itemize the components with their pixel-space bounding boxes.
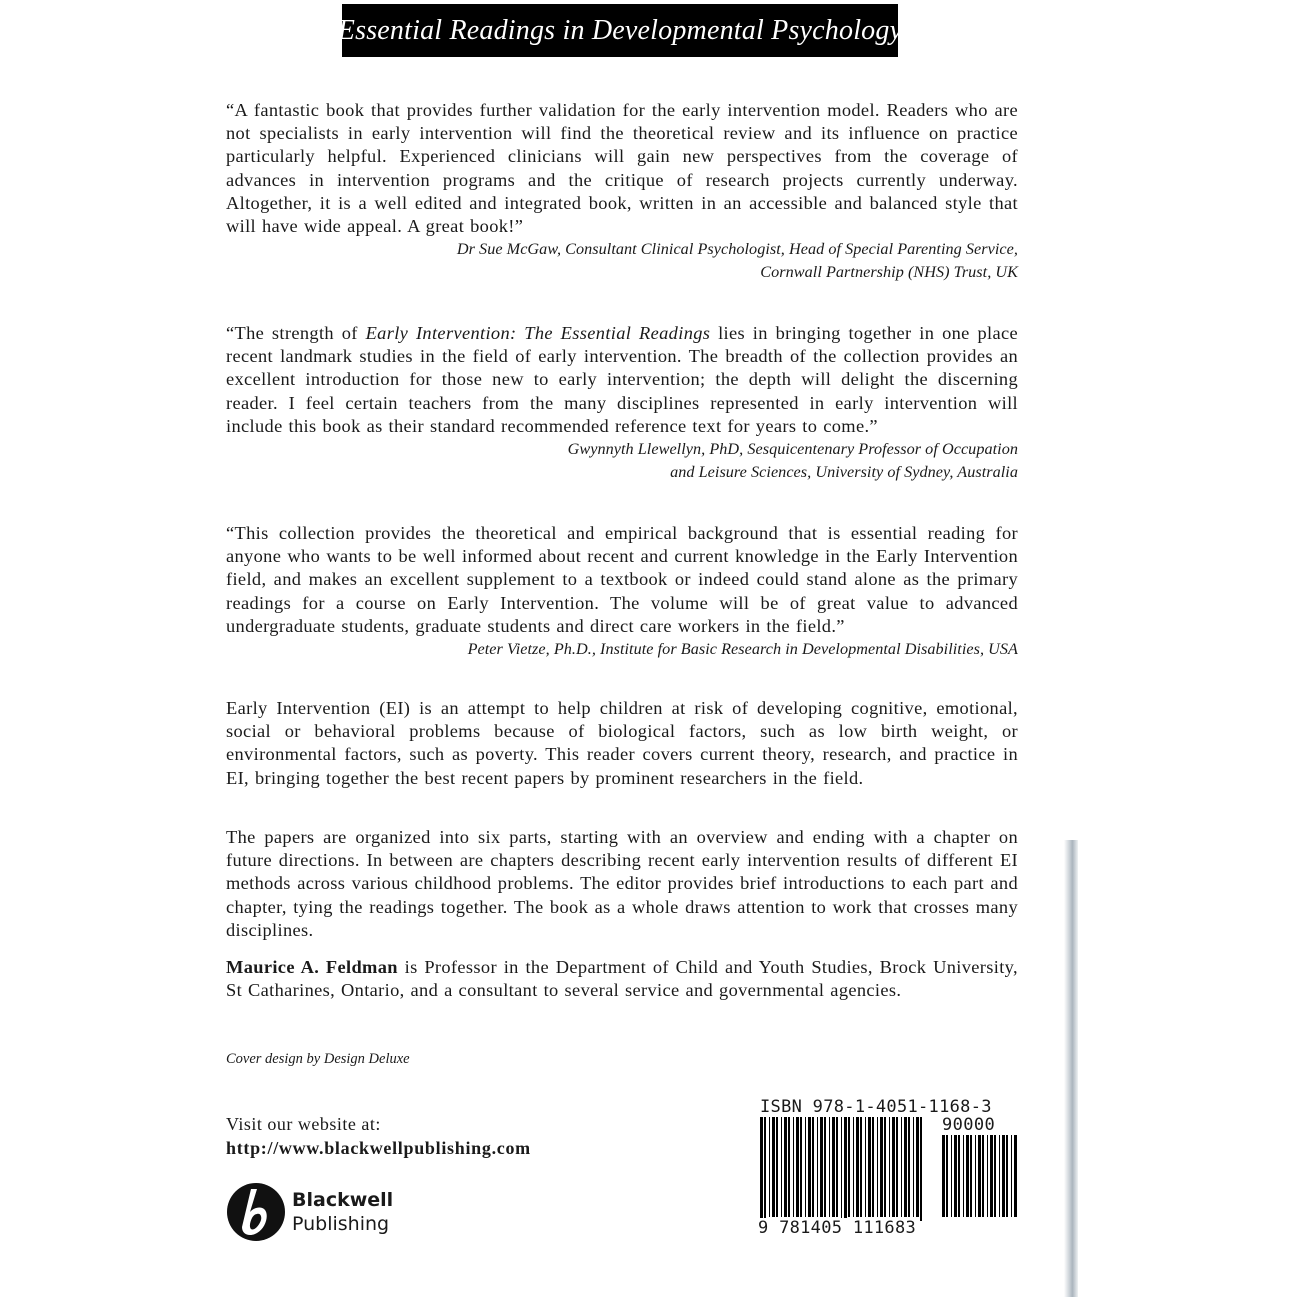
publisher-name: [292, 1188, 393, 1236]
barcode-bar: [788, 1117, 790, 1217]
website-label: Visit our website at:: [226, 1114, 381, 1134]
barcode-bar: [793, 1117, 794, 1217]
price-code: 90000: [942, 1115, 996, 1135]
barcode-bar: [942, 1135, 945, 1217]
barcode-bar: [764, 1117, 766, 1221]
barcode-bar: [820, 1117, 823, 1217]
description-text-2: The papers are organized into six parts, starting with an overview and ending with a chapter on future directions. In between are chapters describing recent early intervention results of different EI methods across various childhood problems. The editor provides brief introductions to each part and chapter, tying the readings together. The book as a whole draws attention to work that crosses many disciplines.: [226, 827, 1018, 940]
barcode-bar: [776, 1117, 778, 1217]
barcode-bar: [946, 1135, 948, 1217]
barcode-bar: [920, 1117, 922, 1221]
quote-2-attribution: [226, 438, 1018, 484]
quote-1-attribution: [226, 238, 1018, 284]
barcode-bar: [954, 1135, 957, 1217]
quote-3-attribution: [226, 638, 1018, 661]
barcode-bar: [999, 1135, 1000, 1217]
description-paragraph-1: [226, 697, 1018, 790]
barcode-bar: [892, 1117, 895, 1217]
author-bio: [226, 956, 1018, 1002]
barcode-bar: [824, 1117, 826, 1217]
barcode-bar: [877, 1117, 878, 1217]
barcode-bar: [796, 1117, 799, 1217]
quote-2-text: [226, 322, 1018, 438]
ean-barcode-bars: [758, 1117, 926, 1221]
barcode-bar: [853, 1117, 854, 1217]
barcode-bar: [1011, 1135, 1012, 1217]
barcode-bar: [982, 1135, 984, 1217]
quote-3-attribution-line-1: Peter Vietze, Ph.D., Institute for Basic Research in Developmental Disabilities, USA: [467, 640, 1018, 659]
barcode-bar: [817, 1117, 818, 1217]
barcode-bar: [808, 1117, 811, 1217]
addon-barcode-bars: [940, 1135, 1018, 1221]
barcode-bar: [889, 1117, 890, 1217]
barcode-bar: [904, 1117, 907, 1217]
spine-shadow: [1064, 840, 1078, 1297]
barcode-bar: [856, 1117, 859, 1217]
barcode-bar: [970, 1135, 972, 1217]
barcode-bar: [836, 1117, 838, 1217]
barcode-bar: [975, 1135, 976, 1217]
barcode-bar: [760, 1117, 763, 1221]
barcode-bar: [772, 1117, 775, 1217]
barcode-bar: [865, 1117, 866, 1217]
barcode-bar: [951, 1135, 952, 1217]
quote-3-text: “This collection provides the theoretical and empirical background that is essential reading for anyone who wants to be well informed about recent and current knowledge in the Early Intervention field, and makes an excellent supplement to a textbook or indeed could stand alone as the primary readings for a course on Early Intervention. The volume will be of great value to advanced undergraduate students, graduate students and direct care workers in the field.”: [226, 523, 1018, 636]
quote-2-attribution-line-1: Gwynnyth Llewellyn, PhD, Sesquicentenary Professor of Occupation: [567, 440, 1018, 459]
barcode-bar: [978, 1135, 981, 1217]
publisher-logo: [226, 1182, 393, 1242]
barcode-bar: [916, 1117, 919, 1217]
barcode-bar: [884, 1117, 886, 1217]
quote-1-attribution-line-1: Dr Sue McGaw, Consultant Clinical Psychologist, Head of Special Parenting Service,: [456, 240, 1018, 259]
quote-1-text: “A fantastic book that provides further validation for the early intervention model. Readers who are not specialists in early intervention will find the theoretical review and its influence on practice particularly helpful. Experienced clinicians will gain new perspectives from the coverage of advances in intervention programs and the critique of research projects currently underway. Altogether, it is a well edited and integrated book, written in an accessible and balanced style that will have wide appeal. A great book!”: [226, 100, 1018, 237]
barcode-bar: [829, 1117, 830, 1217]
barcode-bar: [860, 1117, 862, 1217]
website-block: [226, 1112, 531, 1160]
quote-2-text-end: lies in bringing together in one place recent landmark studies in the field of early intervention. The breadth of the collection provides an excellent introduction for those new to early intervention; the depth will delight the discerning reader. I feel certain teachers from the many disciplines represented in early intervention will include this book as their standard recommended reference text for years to come.”: [226, 323, 1018, 436]
blackwell-b-logo-icon: [226, 1182, 286, 1242]
quote-2-text-start: “The strength of: [226, 323, 366, 343]
barcode-bar: [805, 1117, 806, 1217]
quote-1: [226, 99, 1018, 284]
publisher-name-line-1: Blackwell: [292, 1189, 394, 1211]
barcode-bar: [872, 1117, 874, 1217]
isbn-label: ISBN 978-1-4051-1168-3: [760, 1097, 992, 1117]
barcode-bar: [841, 1117, 842, 1221]
barcode-bar: [844, 1117, 847, 1221]
ean-digits: 9 781405 111683: [758, 1218, 917, 1238]
barcode-bar: [966, 1135, 969, 1217]
barcode-bar: [1014, 1135, 1017, 1217]
author-name: Maurice A. Feldman: [226, 957, 398, 977]
barcode-bar: [913, 1117, 914, 1217]
barcode-bar: [812, 1117, 814, 1217]
description-text-1: Early Intervention (EI) is an attempt to help children at risk of developing cognitive, emotional, social or behavioral problems because of biological factors, such as low birth weight, or environmental factors, such as poverty. This reader covers current theory, research, and practice in EI, bringing together the best recent papers by prominent researchers in the field.: [226, 698, 1018, 788]
isbn-barcode: [758, 1097, 1020, 1243]
barcode-bar: [990, 1135, 993, 1217]
publisher-name-line-2: Publishing: [292, 1213, 390, 1235]
barcode-bar: [987, 1135, 988, 1217]
barcode-bar: [1002, 1135, 1005, 1217]
barcode-bar: [908, 1117, 910, 1217]
quote-2-attribution-line-2: and Leisure Sciences, University of Sydney, Australia: [670, 463, 1018, 482]
quote-2: [226, 322, 1018, 484]
barcode-bar: [832, 1117, 835, 1217]
series-title-banner: [337, 4, 903, 57]
barcode-bar: [848, 1117, 850, 1217]
author-bio-body: is Professor in the Department of Child and Youth Studies, Brock University, St Catharines, Ontario, and a consultant to several service and governmental agencies.: [226, 957, 1018, 1001]
barcode-bar: [963, 1135, 964, 1217]
quote-1-attribution-line-2: Cornwall Partnership (NHS) Trust, UK: [760, 263, 1018, 282]
quote-3: [226, 522, 1018, 661]
series-title: Essential Readings in Developmental Psychology: [337, 14, 903, 46]
barcode-bar: [784, 1117, 787, 1217]
website-url-link[interactable]: http://www.blackwellpublishing.com: [226, 1138, 531, 1158]
barcode-bar: [800, 1117, 802, 1217]
description-paragraph-2: [226, 826, 1018, 942]
quote-2-book-title: Early Intervention: The Essential Readings: [365, 323, 711, 343]
cover-design-credit: Cover design by Design Deluxe: [226, 1051, 410, 1067]
barcode-bar: [868, 1117, 871, 1217]
barcode-bar: [769, 1117, 770, 1217]
author-bio-text: [226, 956, 1018, 1002]
barcode-bar: [880, 1117, 883, 1217]
barcode-bar: [958, 1135, 960, 1217]
barcode-bar: [1006, 1135, 1008, 1217]
barcode-bar: [896, 1117, 898, 1217]
barcode-bar: [901, 1117, 902, 1217]
barcode-bar: [994, 1135, 996, 1217]
barcode-bar: [781, 1117, 782, 1217]
